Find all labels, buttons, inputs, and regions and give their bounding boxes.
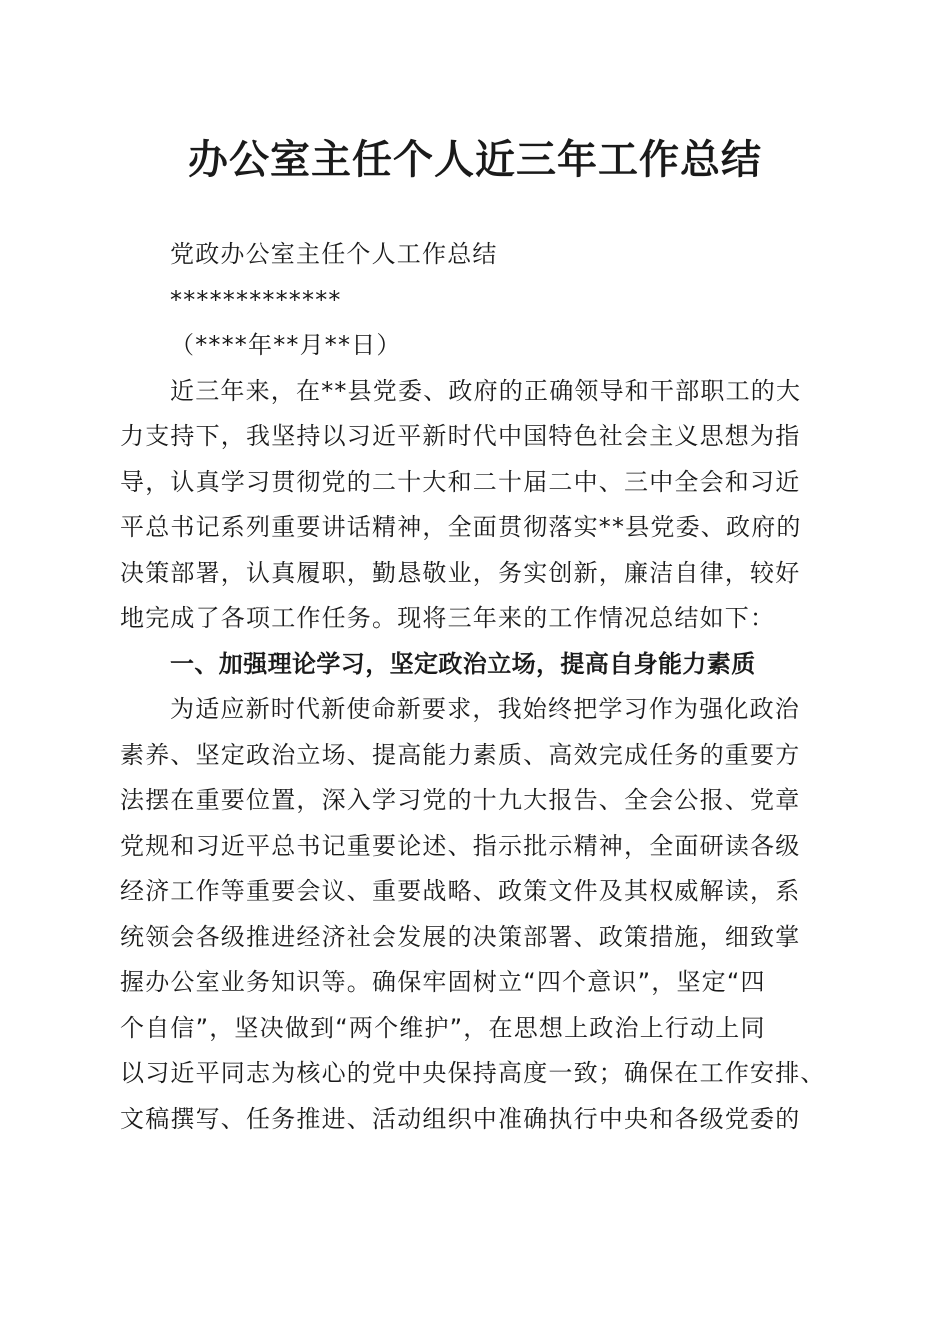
paragraph-line: 个自信”，坚决做到“两个维护”，在思想上政治上行动上同 — [120, 1013, 766, 1042]
paragraph-line: 为适应新时代新使命新要求，我始终把学习作为强化政治 — [170, 695, 800, 723]
author-line: ************* — [170, 285, 342, 314]
paragraph-line: 力支持下，我坚持以习近平新时代中国特色社会主义思想为指 — [120, 422, 801, 450]
section-heading: 一、加强理论学习，坚定政治立场，提高自身能力素质 — [170, 649, 756, 678]
paragraph-line: 平总书记系列重要讲话精神，全面贯彻落实**县党委、政府的 — [120, 513, 802, 541]
paragraph-line: 近三年来，在**县党委、政府的正确领导和干部职工的大 — [170, 376, 802, 405]
paragraph-line: 地完成了各项工作任务。现将三年来的工作情况总结如下： — [120, 604, 776, 632]
paragraph-line: 党规和习近平总书记重要论述、指示批示精神，全面研读各级 — [120, 831, 801, 860]
paragraph-line: 素养、坚定政治立场、提高能力素质、高效完成任务的重要方 — [120, 740, 801, 769]
paragraph-line: 经济工作等重要会议、重要战略、政策文件及其权威解读，系 — [120, 877, 801, 905]
paragraph-line: 文稿撰写、任务推进、活动组织中准确执行中央和各级党委的 — [120, 1104, 801, 1133]
paragraph-line: 法摆在重要位置，深入学习党的十九大报告、全会公报、党章 — [120, 786, 801, 814]
date-line: （****年**月**日） — [170, 331, 402, 359]
paragraph-line: 决策部署，认真履职，勤恳敬业，务实创新，廉洁自律，较好 — [120, 558, 801, 587]
paragraph-line: 导，认真学习贯彻党的二十大和二十届二中、三中全会和习近 — [120, 467, 801, 496]
paragraph-line: 统领会各级推进经济社会发展的决策部署、政策措施，细致掌 — [120, 922, 801, 951]
paragraph-line: 以习近平同志为核心的党中央保持高度一致；确保在工作安排、 — [120, 1059, 826, 1087]
document-title: 办公室主任个人近三年工作总结 — [188, 136, 762, 183]
subtitle: 党政办公室主任个人工作总结 — [170, 240, 498, 268]
document-body — [120, 232, 835, 1142]
paragraph-line: 握办公室业务知识等。确保牢固树立“四个意识”，坚定“四 — [120, 968, 766, 996]
